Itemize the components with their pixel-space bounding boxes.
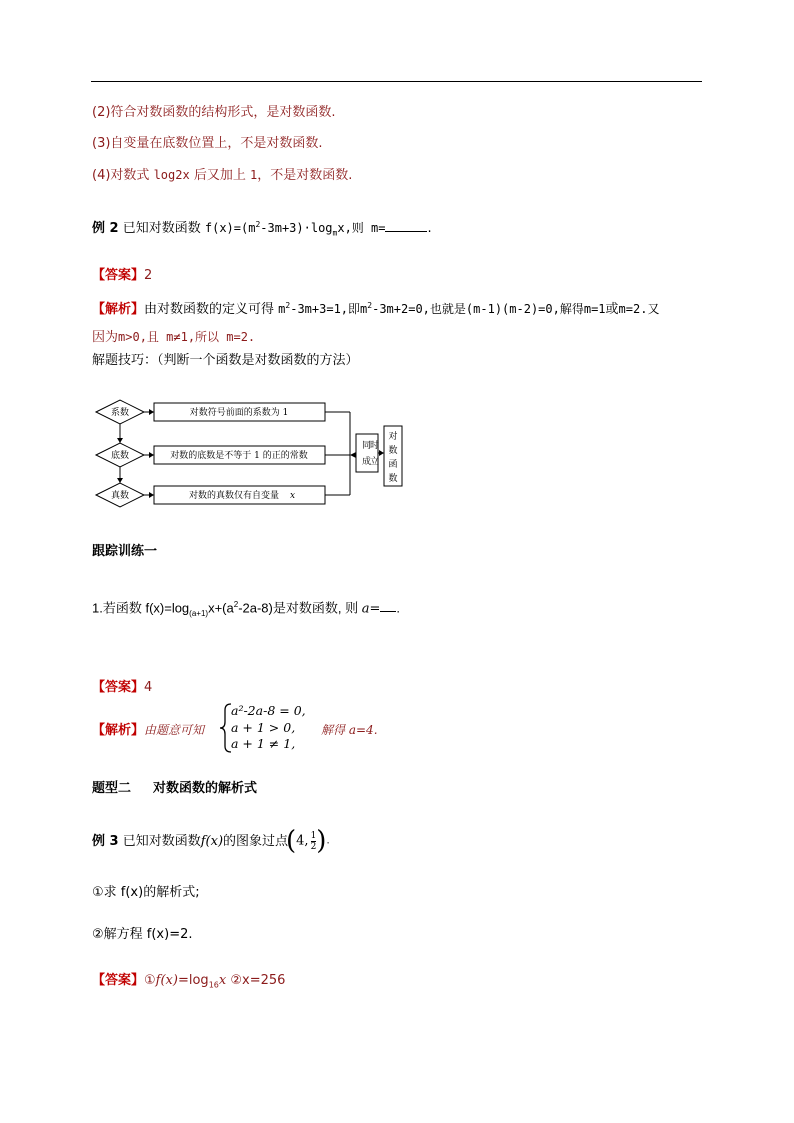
answer-blank-q1[interactable] [380,599,396,612]
diamond-coef-label: 系数 [110,408,130,418]
question-1: 1.若函数 $f(x)=\log_{(a+1)}x+(a^2-2a-8)$是对数函数, 则 a= . [92,600,400,618]
answer-blank[interactable] [385,219,427,232]
example-3: 例 3 已知对数函数f(x)的图象过点 [92,834,289,849]
box-coef-label: 对数符号前面的系数为 1 [189,408,289,418]
box-base-label: 对数的底数是不等于 1 的正的常数 [170,451,308,461]
dui-4: 数 [388,474,398,484]
tip: 解题技巧：（判断一个函数是对数函数的方法） [92,353,359,368]
box-arg-x: x [290,491,296,501]
equation-system: a²-2a-8 = 0, a + 1 > 0, a + 1 ≠ 1, [231,703,306,751]
analysis-2: 【解析】由对数函数的定义可得 $m^2-3m+3=1$,即$m^2-3m+2=0$,也就是(m-1)(m-2)=0,解得m=1或m=2.又 [92,301,660,317]
item-2: (2)符合对数函数的结构形式，是对数函数. [92,105,336,120]
tracking-title: 跟踪训练一 [92,544,158,559]
answer-q1: 【答案】4 [92,680,153,695]
tong-4: 立 [370,457,380,467]
ex3-q1: ①求 f(x)的解析式; [92,885,200,900]
analysis-q1-result: 解得 a=4. [321,723,378,737]
dui-2: 数 [388,446,398,456]
box-arg-label: 对数的真数仅有自变量 [188,491,280,501]
item-3: (3)自变量在底数位置上，不是对数函数. [92,136,323,151]
answer-2: 【答案】2 [92,268,153,283]
item-4: (4)对数式 log2x 后又加上 1，不是对数函数. [92,168,353,183]
tong-1: 同 [362,441,372,451]
dui-1: 对 [388,432,398,442]
header-rule [91,81,702,82]
dui-3: 函 [388,460,398,470]
analysis-2-line2: 因为m>0,且 m≠1,所以 m=2. [92,330,256,345]
diamond-base-label: 底数 [110,451,130,461]
tong-3: 成 [362,457,372,467]
diamond-arg-label: 真数 [110,491,130,501]
point-coordinate: (4, $\frac{1}{2}$ ). [286,826,330,856]
tong-2: 时 [370,441,380,451]
analysis-q1: 【解析】由题意可知 [92,723,205,738]
ex3-q2: ②解方程 f(x)=2. [92,927,193,942]
flow-diagram [94,398,414,518]
example-2: 例 2 已知对数函数 $f(x)=(m^2-3m+3)\cdot\log_mx$,则 m= . [92,220,432,238]
answer-3: 【答案】$①f(x)=\log_{16}x$ ②x=256 [92,973,286,990]
type-two-title: 题型二 对数函数的解析式 [92,781,258,796]
